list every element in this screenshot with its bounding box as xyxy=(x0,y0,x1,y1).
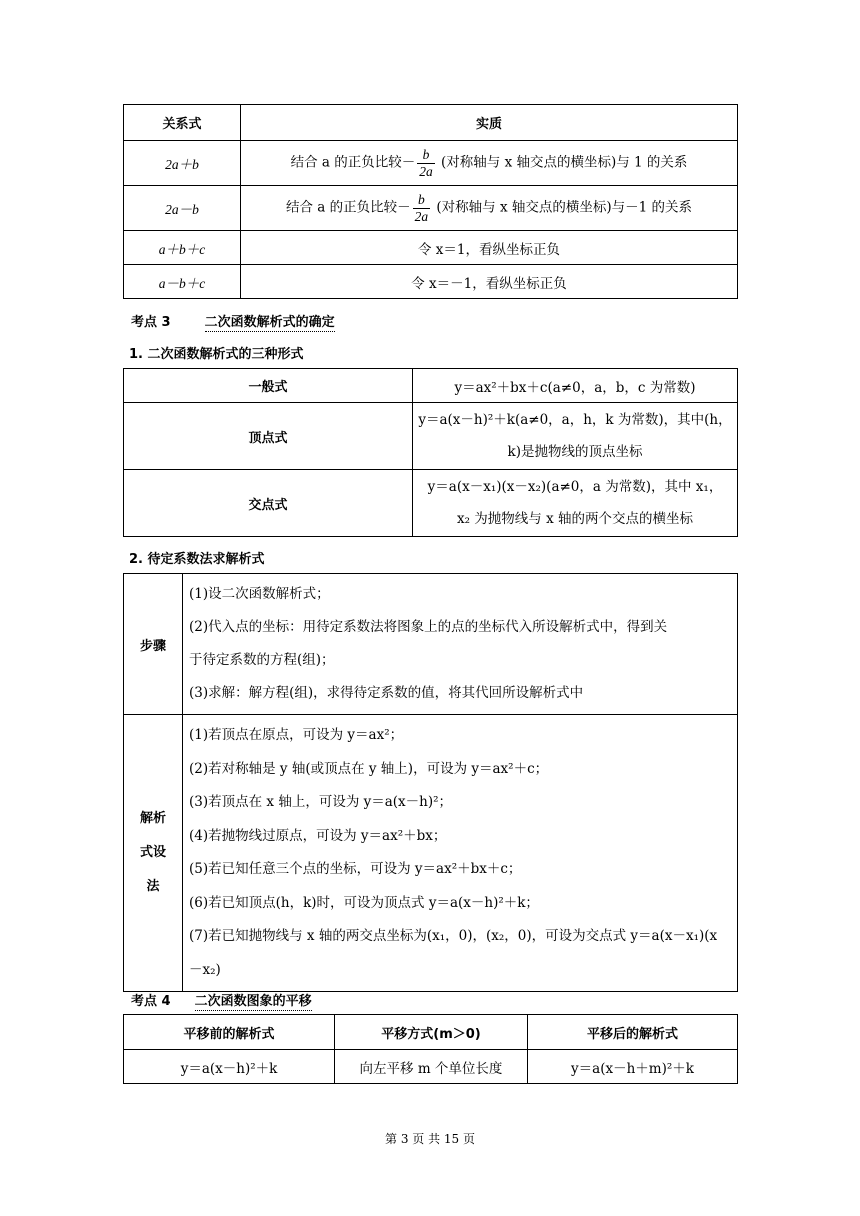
form-name: 交点式 xyxy=(124,470,413,537)
kaodian-3-title: 二次函数解析式的确定 xyxy=(204,315,335,330)
method-table xyxy=(123,573,738,992)
relation-expr: a－b＋c xyxy=(124,265,241,299)
relation-table xyxy=(123,104,738,299)
forms-table xyxy=(123,368,738,537)
relation-essence: 结合 a 的正负比较－ $\frac{b}{2a}$ (对称轴与 x 轴交点的横坐标)与 1 的关系 xyxy=(241,141,738,186)
translation-method: 向左平移 m 个单位长度 xyxy=(335,1050,528,1084)
translation-before: y＝a(x－h)²＋k xyxy=(124,1050,335,1084)
kaodian-3-heading xyxy=(131,311,335,330)
translation-header-before: 平移前的解析式 xyxy=(124,1015,335,1050)
kaodian-4-label: 考点 4 xyxy=(131,994,171,1009)
form-name: 顶点式 xyxy=(124,403,413,470)
translation-header-method: 平移方式(m＞0) xyxy=(335,1015,528,1050)
translation-after: y＝a(x－h＋m)²＋k xyxy=(528,1050,738,1084)
relation-expr: a＋b＋c xyxy=(124,231,241,265)
translation-header-after: 平移后的解析式 xyxy=(528,1015,738,1050)
subheading-undetermined: 2. 待定系数法求解析式 xyxy=(129,552,265,567)
fraction: $\frac{b}{2a}$ xyxy=(414,192,429,224)
relation-essence: 令 x＝－1，看纵坐标正负 xyxy=(241,265,738,299)
relation-table-header-essence: 实质 xyxy=(241,105,738,141)
method-label: 解析 式设 法 xyxy=(124,715,183,992)
page-footer: 第 3 页 共 15 页 xyxy=(385,1132,475,1146)
kaodian-3-label: 考点 3 xyxy=(131,315,171,330)
relation-expr: 2a－b xyxy=(124,186,241,231)
relation-essence: 令 x＝1，看纵坐标正负 xyxy=(241,231,738,265)
translation-table xyxy=(123,1014,738,1084)
subheading-forms: 1. 二次函数解析式的三种形式 xyxy=(129,347,304,362)
kaodian-4-title: 二次函数图象的平移 xyxy=(194,994,312,1009)
form-expression: y＝a(x－x₁)(x－x₂)(a≠0，a 为常数)，其中 x₁， x₂ 为抛物线与 x 轴的两个交点的横坐标 xyxy=(413,470,738,537)
method-content: (1)若顶点在原点，可设为 y＝ax²； (2)若对称轴是 y 轴(或顶点在 y 轴上)，可设为 y＝ax²＋c； (3)若顶点在 x 轴上，可设为 y＝a(x－h)²； (4)若抛物线过原点，可设为 y＝ax²＋bx； (5)若已知任意三个点的坐标，可设为 y＝ax²＋bx＋c； (6)若已知顶点(h，k)时，可设为顶点式 y＝a(x－h)²＋k； (7)若已知抛物线与 x 轴的两交点坐标为(x₁，0)，(x₂，0)，可设为交点式 y＝a(x－x₁)(x －x₂) xyxy=(183,715,738,992)
steps-content: (1)设二次函数解析式； (2)代入点的坐标：用待定系数法将图象上的点的坐标代入所设解析式中，得到关 于待定系数的方程(组)； (3)求解：解方程(组)，求得待定系数的值，将其代回所设解析式中 xyxy=(183,574,738,715)
steps-label: 步骤 xyxy=(124,574,183,715)
relation-expr: 2a＋b xyxy=(124,141,241,186)
relation-table-header-expr: 关系式 xyxy=(124,105,241,141)
kaodian-4-heading xyxy=(131,990,312,1009)
form-expression: y＝a(x－h)²＋k(a≠0，a，h，k 为常数)，其中(h， k)是抛物线的顶点坐标 xyxy=(413,403,738,470)
form-expression: y＝ax²＋bx＋c(a≠0，a，b，c 为常数) xyxy=(413,369,738,403)
fraction: $\frac{b}{2a}$ xyxy=(419,147,433,179)
form-name: 一般式 xyxy=(124,369,413,403)
relation-essence: 结合 a 的正负比较－ $\frac{b}{2a}$ (对称轴与 x 轴交点的横坐标)与－1 的关系 xyxy=(241,186,738,231)
